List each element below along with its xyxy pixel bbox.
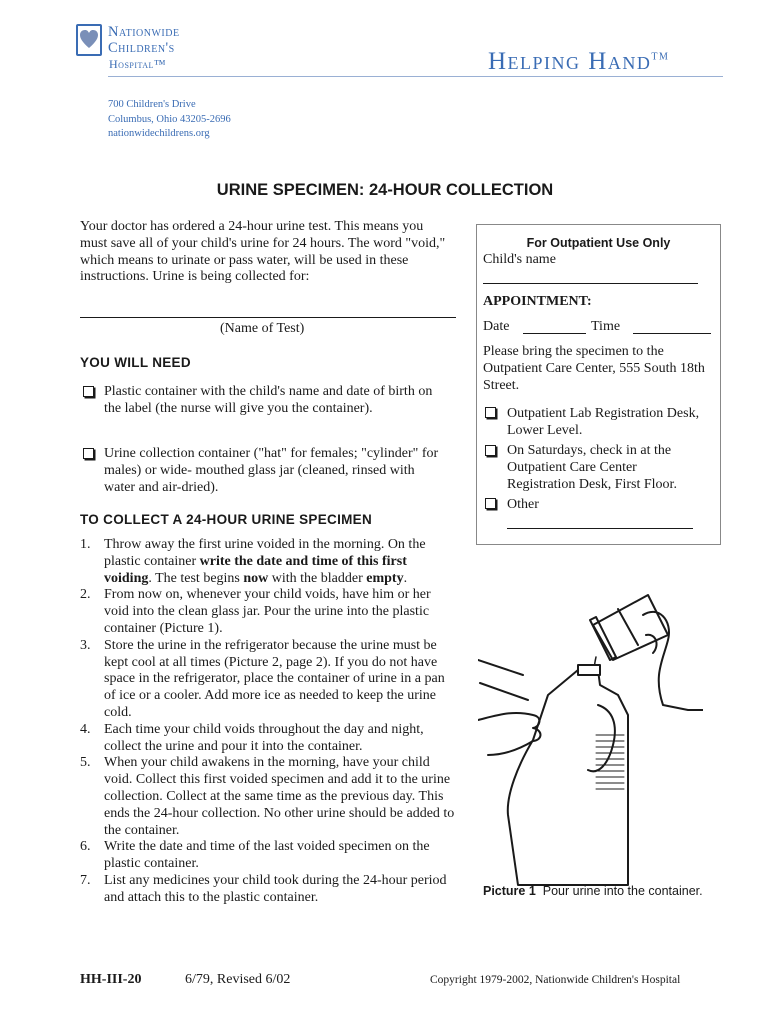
step-item: [80, 839, 455, 873]
document-dates: 6/79, Revised 6/02: [185, 972, 291, 987]
document-code: HH-III-20: [80, 972, 142, 987]
step-text: . The test begins: [148, 570, 244, 586]
step-text: Throw away the first urine voided in the morning. On the plastic container: [104, 537, 426, 569]
step-emphasis: now: [243, 570, 269, 586]
checkbox-icon: [485, 407, 496, 418]
step-text: Store the urine in the refrigerator because the urine must be kept cool at all times (Picture 2, page 2). If you do not have space in the refrigerator, place the container of urine in a pan of ice or a cooler. Add more ice as needed to keep the urine cold.: [104, 637, 445, 720]
checkbox-icon: [485, 498, 496, 509]
need-item-plastic-container: Plastic container with the child's name and date of birth on the label (the nurse will give you the container).: [104, 384, 433, 416]
bring-specimen-text: Please bring the specimen to the Outpatient Care Center, 555 South 18th Street.: [483, 344, 705, 393]
step-emphasis: empty: [366, 570, 404, 586]
pour-urine-illustration: [478, 565, 703, 890]
you-will-need-heading: YOU WILL NEED: [80, 355, 191, 370]
time-line: [633, 333, 711, 334]
hospital-name-line1: Nationwide: [108, 24, 180, 40]
brand-trademark: TM: [651, 51, 670, 63]
helping-hand-brand: [488, 48, 669, 76]
step-text: From now on, whenever your child voids, have him or her void into the clean glass jar. Pour the urine into the plastic container (Picture 1).: [104, 587, 431, 636]
step-number: 7.: [80, 872, 91, 888]
outpatient-title: For Outpatient Use Only: [526, 236, 671, 250]
step-emphasis: write the date and time of this first voiding: [104, 553, 407, 586]
step-text: with the bladder: [268, 570, 367, 586]
figure-caption-text: Pour urine into the container.: [542, 884, 703, 898]
hospital-address: [108, 98, 231, 142]
step-item: [80, 638, 455, 722]
intro-paragraph: Your doctor has ordered a 24-hour urine test. This means you must save all of your child's urine for 24 hours. The word "void," which means to urinate or pass water, will be used in these instructions. Urine is being collected for:: [80, 219, 446, 285]
step-text: Write the date and time of the last voided specimen on the plastic container.: [104, 839, 430, 872]
step-text: When your child awakens in the morning, have your child void. Collect this first voided specimen and add it to the urine collection. Collect at the same time as the previous day. This ends the 24-hour collection. No other urine should be added to the container.: [104, 755, 455, 838]
option-saturday: On Saturdays, check in at the Outpatient Care Center Registration Desk, First Floor.: [507, 443, 677, 492]
step-item: [80, 722, 455, 756]
date-line: [523, 333, 586, 334]
hospital-name: [108, 24, 180, 72]
address-street: 700 Children's Drive: [108, 99, 196, 110]
hospital-logo-icon: [76, 24, 102, 56]
step-item: [80, 537, 455, 587]
hospital-name-line2: Children's: [108, 40, 175, 56]
childs-name-label: Child's name: [483, 252, 556, 267]
header-divider: [108, 76, 723, 77]
step-number: 1.: [80, 537, 91, 552]
step-number: 5.: [80, 755, 91, 771]
address-website: nationwidechildrens.org: [108, 128, 210, 139]
hospital-name-line3: Hospital™: [109, 57, 167, 71]
collect-heading: TO COLLECT A 24-HOUR URINE SPECIMEN: [80, 512, 373, 527]
brand-text: Helping Hand: [488, 48, 652, 75]
address-city: Columbus, Ohio 43205-2696: [108, 113, 231, 125]
copyright-notice: Copyright 1979-2002, Nationwide Children's Hospital: [430, 974, 681, 986]
step-number: 3.: [80, 637, 91, 653]
step-item: [80, 873, 455, 907]
date-label: Date: [483, 319, 510, 334]
step-number: 4.: [80, 721, 91, 737]
other-line: [507, 528, 693, 529]
name-of-test-caption: (Name of Test): [220, 321, 305, 336]
name-of-test-line: [80, 317, 456, 318]
page-title: URINE SPECIMEN: 24-HOUR COLLECTION: [216, 181, 554, 199]
step-text: .: [403, 570, 408, 586]
option-other: Other: [507, 497, 539, 512]
need-item-collection-container: Urine collection container ("hat" for females; "cylinder" for males) or wide- mouthed glass jar (cleaned, rinsed with water and air-dried).: [104, 446, 439, 495]
checkbox-icon: [83, 448, 94, 459]
option-lab-registration: Outpatient Lab Registration Desk, Lower Level.: [507, 406, 700, 438]
step-number: 2.: [80, 587, 91, 603]
checkbox-icon: [83, 386, 94, 397]
step-text: List any medicines your child took during the 24-hour period and attach this to the plastic container.: [104, 872, 447, 905]
childs-name-line: [483, 283, 698, 284]
step-text: Each time your child voids throughout the day and night, collect the urine and pour it into the container.: [104, 721, 424, 754]
step-item: [80, 755, 455, 839]
appointment-label: APPOINTMENT:: [483, 294, 592, 309]
checkbox-icon: [485, 445, 496, 456]
figure-caption-label: Picture 1: [483, 884, 536, 898]
collection-steps: [80, 537, 455, 907]
figure-caption: [483, 883, 703, 900]
step-number: 6.: [80, 839, 91, 855]
time-label: Time: [591, 319, 621, 334]
step-item: [80, 587, 455, 637]
